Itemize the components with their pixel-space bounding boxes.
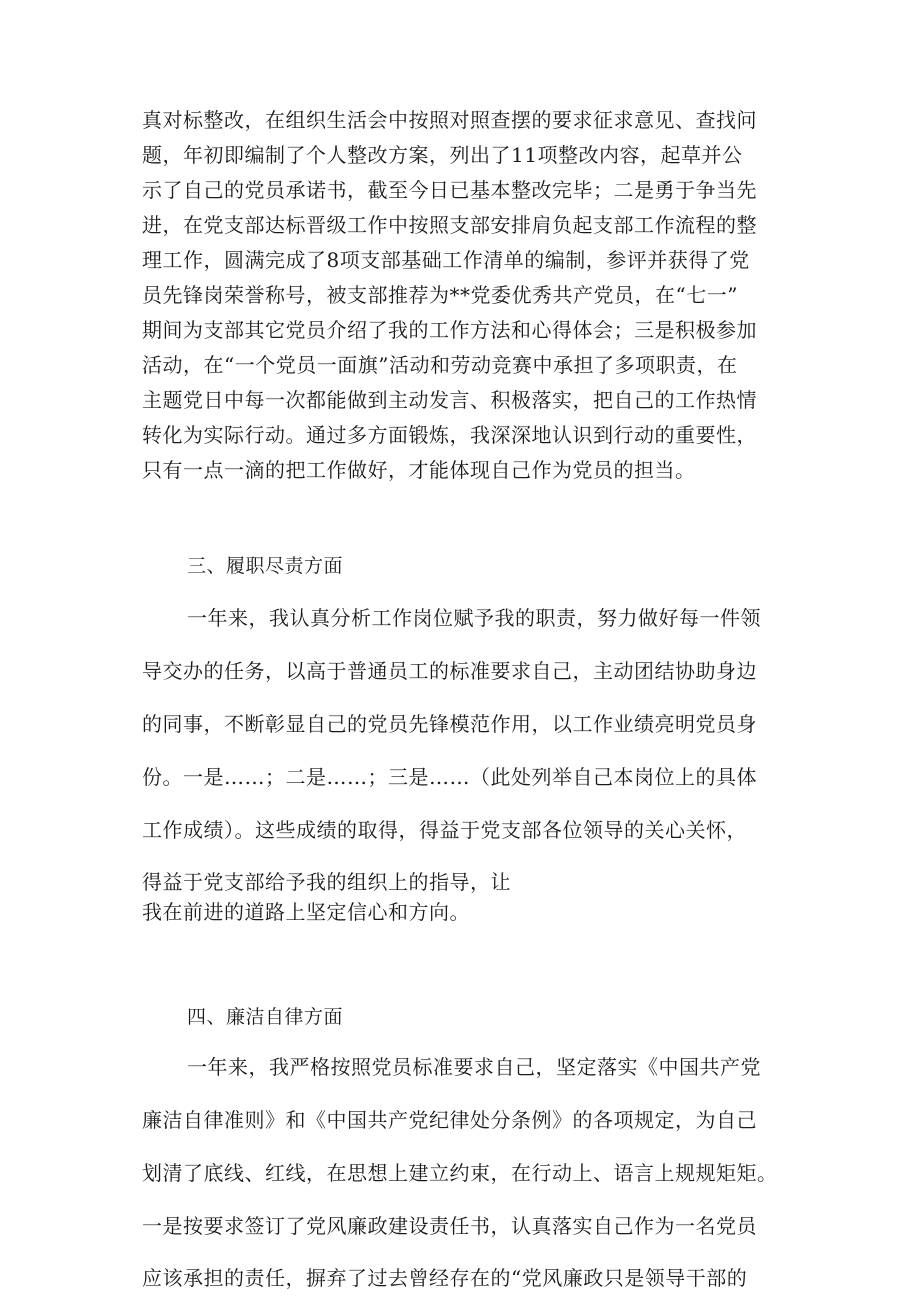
paragraph-line: 示了自己的党员承诺书，截至今日已基本整改完毕；二是勇于争当先: [142, 178, 757, 202]
section-heading-4: 四、廉洁自律方面: [187, 1006, 344, 1028]
paragraph-line: 转化为实际行动。通过多方面锻炼，我深深地认识到行动的重要性，: [142, 423, 757, 447]
paragraph-line: 导交办的任务，以高于普通员工的标准要求自己，主动团结协助身边: [142, 659, 757, 683]
paragraph-line: 一年来，我认真分析工作岗位赋予我的职责，努力做好每一件领: [187, 606, 761, 630]
paragraph-line: 题，年初即编制了个人整改方案，列出了11项整改内容，起草并公: [142, 143, 743, 167]
paragraph-line: 理工作，圆满完成了8项支部基础工作清单的编制，参评并获得了党: [142, 248, 750, 272]
paragraph-line: 进，在党支部达标晋级工作中按照支部安排肩负起支部工作流程的整: [142, 213, 757, 237]
paragraph-line: 应该承担的责任，摒弃了过去曾经存在的“党风廉政只是领导干部的: [142, 1266, 748, 1290]
paragraph-line: 工作成绩）。这些成绩的取得，得益于党支部各位领导的关心关怀，: [142, 818, 747, 842]
paragraph-line: 主题党日中每一次都能做到主动发言、积极落实，把自己的工作热情: [142, 388, 757, 412]
paragraph-line: 活动，在“一个党员一面旗”活动和劳动竞赛中承担了多项职责，在: [142, 353, 738, 377]
paragraph-line: 一年来，我严格按照党员标准要求自己，坚定落实《中国共产党: [187, 1055, 761, 1079]
paragraph-line: 得益于党支部给予我的组织上的指导，让: [142, 870, 511, 894]
paragraph-line: 真对标整改，在组织生活会中按照对照查摆的要求征求意见、查找问: [142, 108, 757, 132]
paragraph-line: 员先锋岗荣誉称号，被支部推荐为**党委优秀共产党员，在“七一”: [142, 283, 738, 307]
paragraph-line: 廉洁自律准则》和《中国共产党纪律处分条例》的各项规定，为自己: [142, 1108, 757, 1132]
paragraph-line: 的同事，不断彰显自己的党员先锋模范作用，以工作业绩亮明党员身: [142, 712, 757, 736]
paragraph-line: 份。一是……；二是……；三是……（此处列举自己本岗位上的具体: [142, 765, 757, 789]
paragraph-line: 一是按要求签订了党风廉政建设责任书，认真落实自己作为一名党员: [142, 1214, 757, 1238]
paragraph-line: 我在前进的道路上坚定信心和方向。: [142, 900, 470, 924]
paragraph-line: 只有一点一滴的把工作做好，才能体现自己作为党员的担当。: [142, 458, 696, 482]
section-heading-3: 三、履职尽责方面: [187, 555, 344, 577]
paragraph-line: 期间为支部其它党员介绍了我的工作方法和心得体会；三是积极参加: [142, 318, 757, 342]
paragraph-line: 划清了底线、红线，在思想上建立约束，在行动上、语言上规规矩矩。: [142, 1161, 778, 1185]
